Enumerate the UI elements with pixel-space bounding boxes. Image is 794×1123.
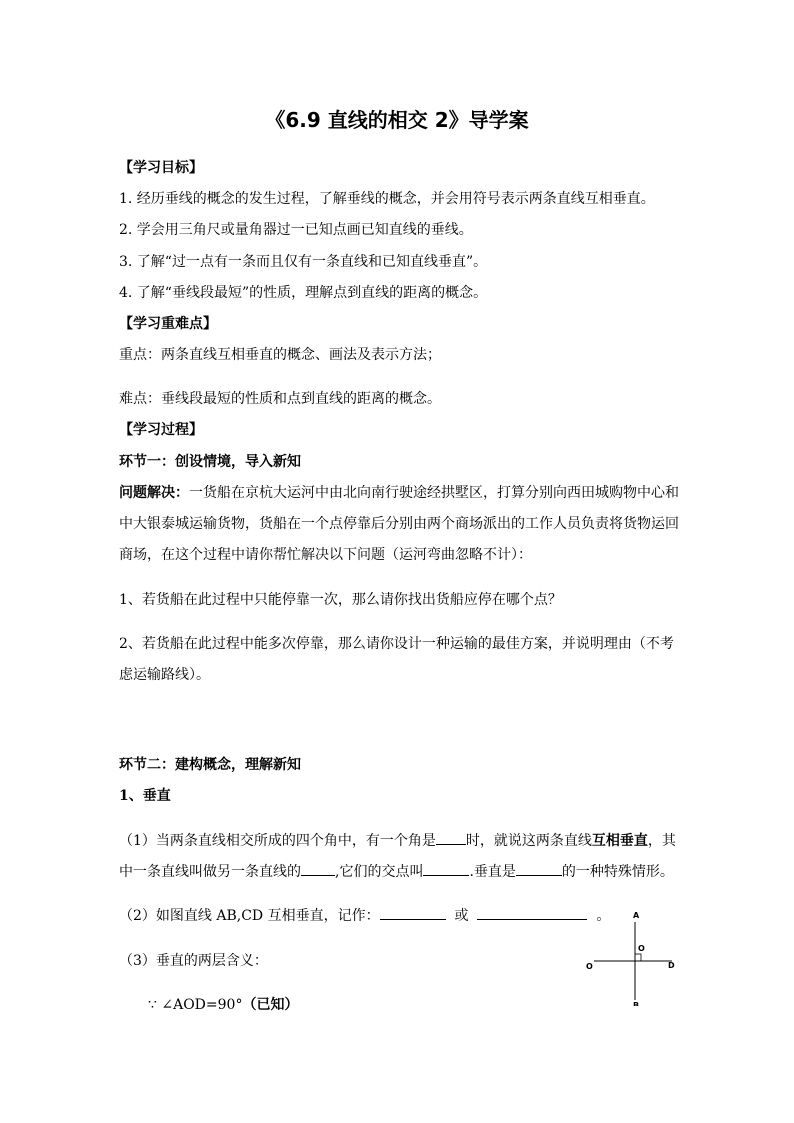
p4-known: （已知） [242,997,299,1013]
paragraph-4 [148,995,298,1015]
blank-notation-2[interactable] [477,905,587,920]
step2-title: 环节二：建构概念，理解新知 [119,757,301,773]
question-2-line-1: 2、若货船在此过程中能多次停靠，那么请你设计一种运输的最佳方案，并说明理由（不考 [119,636,674,652]
p2-text-a: （2）如图直线 AB,CD 互相垂直，记作： [119,908,380,924]
key-header: 【学习重难点】 [119,316,217,332]
page-title: 《6.9 直线的相交 2》导学案 [265,108,529,132]
blank-notation-1[interactable] [380,905,446,920]
problem-line-2: 中大银泰城运输货物，货船在一个点停靠后分别由两个商场派出的工作人员负责将货物运回 [119,516,679,532]
goal-item-2: 2. 学会用三角尺或量角器过一已知点画已知直线的垂线。 [119,222,473,238]
perpendicular-lines-figure [586,910,682,1006]
label-c: O [586,962,593,971]
question-2-line-2: 虑运输路线）。 [119,667,210,683]
p1-line2-text-b: ,它们的交点叫 [335,864,424,880]
p1-line2-text-c: .垂直是 [469,864,516,880]
paragraph-2 [119,905,610,926]
step2-subtitle: 1、垂直 [119,788,171,804]
paragraph-1-line-1 [119,830,676,851]
blank-perpendicular[interactable] [301,861,335,876]
question-1: 1、若货船在此过程中只能停靠一次，那么请你找出货船应停在哪个点？ [119,592,562,608]
difficult-point: 难点：垂线段最短的性质和点到直线的距离的概念。 [119,391,441,407]
p4-because: ∵ ∠AOD=90° [148,997,243,1013]
right-angle-mark [635,954,641,961]
p2-or: 或 [454,908,469,924]
problem-label: 问题解决： [119,485,189,501]
p1-text-c: ，其 [647,833,676,849]
goals-header: 【学习目标】 [119,160,203,176]
problem-text-1: 一货船在京杭大运河中由北向南行驶途经拱墅区，打算分别向西田城购物中心和 [189,485,679,501]
blank-foot[interactable] [423,861,469,876]
problem-line-1 [119,483,679,503]
label-a: A [633,911,640,920]
p1-line2-text-a: 中一条直线叫做另一条直线的 [119,864,301,880]
key-point: 重点：两条直线互相垂直的概念、画法及表示方法； [119,347,441,363]
paragraph-1-line-2 [119,861,674,882]
step1-title: 环节一：创设情境，导入新知 [119,454,301,470]
blank-angle[interactable] [436,830,466,845]
p2-end: 。 [596,908,611,924]
label-d: D [668,961,675,970]
label-b: B [633,1001,640,1006]
goal-item-4: 4. 了解“垂线段最短”的性质，理解点到直线的距离的概念。 [119,285,488,301]
p1-line2-text-d: 的一种特殊情形。 [561,864,674,880]
paragraph-3: （3）垂直的两层含义： [119,953,268,969]
process-header: 【学习过程】 [119,422,203,438]
p1-text-a: （1）当两条直线相交所成的四个角中，有一个角是 [119,833,436,849]
goal-item-1: 1. 经历垂线的概念的发生过程，了解垂线的概念，并会用符号表示两条直线互相垂直。 [119,191,655,207]
problem-line-3: 商场，在这个过程中请你帮忙解决以下问题（运河弯曲忽略不计）： [119,547,532,563]
p1-text-b: 时，就说这两条直线 [465,833,592,849]
blank-intersection[interactable] [516,861,562,876]
goal-item-3: 3. 了解“过一点有一条而且仅有一条直线和已知直线垂直”。 [119,254,488,270]
perpendicular-diagram [586,910,682,1006]
label-o: O [638,944,645,953]
p1-bold-term: 互相垂直 [591,833,648,849]
